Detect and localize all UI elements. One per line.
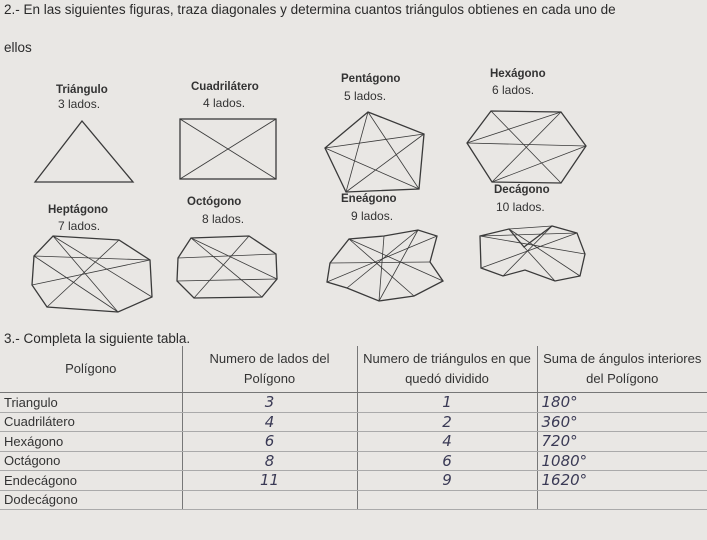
header-angle-sum: Suma de ángulos interiores del Polígono xyxy=(537,346,707,393)
enneagon-figure xyxy=(327,230,443,301)
shape-sides-octagon: 8 lados. xyxy=(202,212,245,226)
table-row xyxy=(0,451,707,471)
cell-angle-sum: 1080° xyxy=(537,451,707,471)
shape-name-heptagon: Heptágono xyxy=(48,204,109,216)
shape-sides-enneagon: 9 lados. xyxy=(351,209,394,223)
cell-polygon: Endecágono xyxy=(0,471,182,491)
octagon-figure xyxy=(177,236,277,298)
header-triangles: Numero de triángulos en que quedó dividido xyxy=(357,346,537,393)
question-2-text: 2.- En las siguientes figuras, traza diagonales y determina cuantos triángulos obtienes en cada uno de xyxy=(4,2,616,17)
cell-angle-sum: 1620° xyxy=(537,471,707,491)
cell-polygon: Octágono xyxy=(0,451,182,471)
cell-angle-sum: 720° xyxy=(537,432,707,452)
shape-name-enneagon: Eneágono xyxy=(341,193,397,205)
cell-triangles: 6 xyxy=(357,451,537,471)
shape-name-decagon: Decágono xyxy=(494,184,550,196)
header-sides: Numero de lados del Polígono xyxy=(182,346,357,393)
shape-name-octagon: Octógono xyxy=(187,196,242,208)
heptagon-figure xyxy=(32,236,152,312)
table-row xyxy=(0,471,707,491)
header-polygon: Polígono xyxy=(0,346,182,393)
cell-sides: 6 xyxy=(182,432,357,452)
shape-sides-triangle: 3 lados. xyxy=(58,97,101,111)
cell-sides: 11 xyxy=(182,471,357,491)
shape-name-hexagon: Hexágono xyxy=(490,68,546,80)
cell-triangles xyxy=(357,490,537,510)
cell-triangles: 9 xyxy=(357,471,537,491)
table-row xyxy=(0,393,707,413)
shape-sides-pentagon: 5 lados. xyxy=(344,89,387,103)
quadrilateral-figure xyxy=(180,119,276,179)
cell-polygon: Hexágono xyxy=(0,432,182,452)
shape-sides-hexagon: 6 lados. xyxy=(492,83,535,97)
shape-sides-quadrilateral: 4 lados. xyxy=(203,96,246,110)
cell-sides: 4 xyxy=(182,412,357,432)
polygon-table xyxy=(0,346,707,510)
table-row xyxy=(0,490,707,510)
cell-angle-sum xyxy=(537,490,707,510)
pentagon-figure xyxy=(325,112,424,192)
cell-polygon: Dodecágono xyxy=(0,490,182,510)
decagon-figure xyxy=(480,226,585,281)
cell-polygon: Cuadrilátero xyxy=(0,412,182,432)
cell-polygon: Triangulo xyxy=(0,393,182,413)
question-3-title: 3.- Completa la siguiente tabla. xyxy=(4,331,191,346)
shape-name-quadrilateral: Cuadrilátero xyxy=(191,81,259,93)
cell-sides: 3 xyxy=(182,393,357,413)
table-header-row xyxy=(0,346,707,393)
shape-sides-heptagon: 7 lados. xyxy=(58,219,101,233)
table-row xyxy=(0,412,707,432)
question-2-text-cont: ellos xyxy=(4,40,32,55)
table-row xyxy=(0,432,707,452)
triangle-figure xyxy=(35,121,133,182)
cell-triangles: 4 xyxy=(357,432,537,452)
cell-sides xyxy=(182,490,357,510)
shape-sides-decagon: 10 lados. xyxy=(496,200,545,214)
shape-name-pentagon: Pentágono xyxy=(341,73,401,85)
shape-name-triangle: Triángulo xyxy=(56,84,108,96)
cell-angle-sum: 360° xyxy=(537,412,707,432)
cell-triangles: 1 xyxy=(357,393,537,413)
cell-angle-sum: 180° xyxy=(537,393,707,413)
hexagon-figure xyxy=(467,111,586,183)
cell-triangles: 2 xyxy=(357,412,537,432)
cell-sides: 8 xyxy=(182,451,357,471)
